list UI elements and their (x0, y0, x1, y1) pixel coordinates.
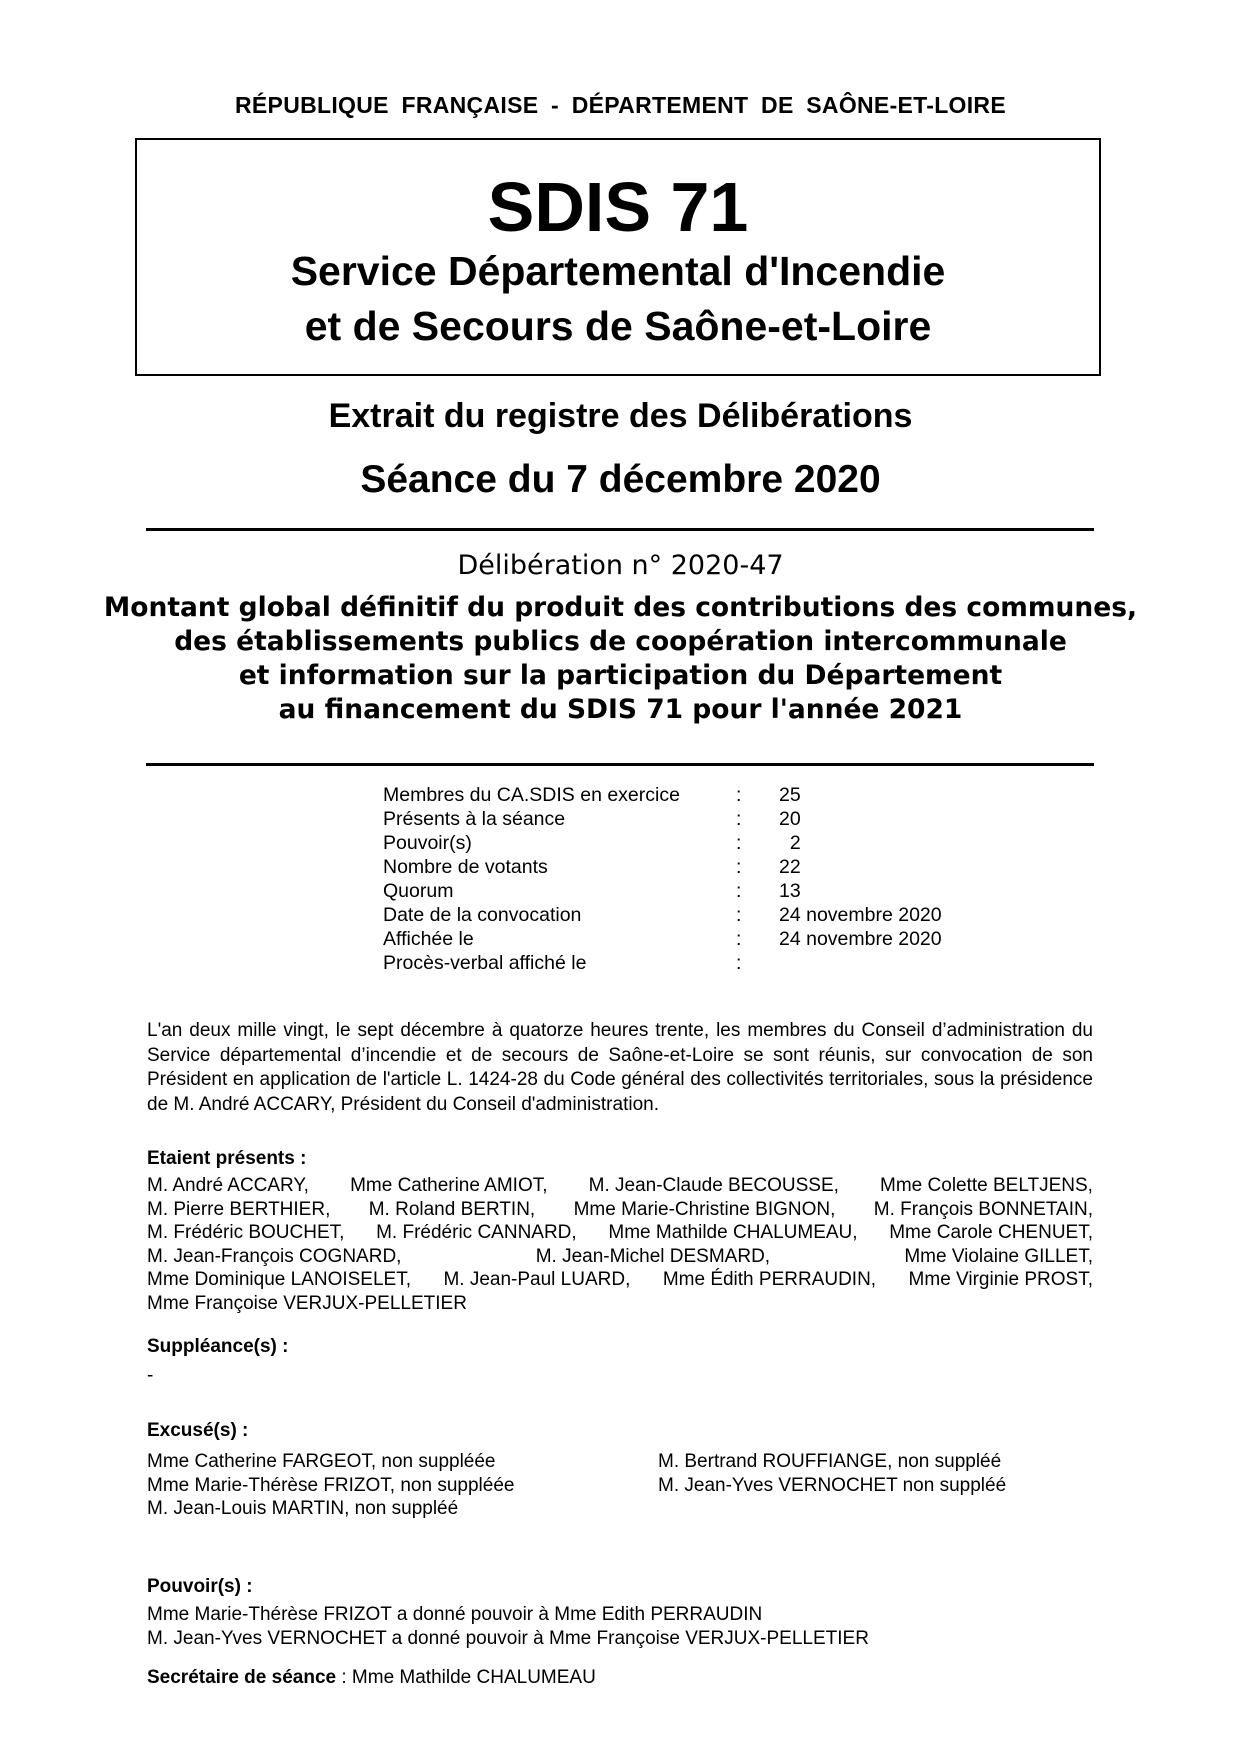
stat-value: 22 (779, 856, 801, 878)
presents-title: Etaient présents : (147, 1148, 307, 1169)
presents-row (147, 1292, 1093, 1316)
presents-row (147, 1198, 1093, 1222)
member-name: M. André ACCARY, (147, 1175, 309, 1196)
intro-paragraph: L'an deux mille vingt, le sept décembre à quatorze heures trente, les membres du Conseil d’administration du Service départemental d’incendie et de secours de Saône-et-Loire se sont réunis, sur convocation de son Président en application de l'article L. 1424-28 du Code général des collectivités territoriales, sous la présidence de M. André ACCARY, Président du Conseil d'administration. (147, 1020, 1093, 1115)
stat-colon: : (736, 784, 742, 806)
deliberation-number: Délibération n° 2020-47 (457, 550, 784, 581)
stat-row (383, 951, 942, 975)
stat-value: 13 (779, 880, 801, 902)
service-name-line1: Service Départemental d'Incendie (290, 248, 946, 294)
presents-row (147, 1174, 1093, 1198)
member-name: M. Jean-Claude BECOUSSE, (588, 1175, 839, 1196)
member-name: Mme Colette BELTJENS, (880, 1175, 1093, 1196)
stat-label: Date de la convocation (383, 904, 582, 926)
pouvoir-entry: Mme Marie-Thérèse FRIZOT a donné pouvoir à Mme Edith PERRAUDIN (147, 1604, 763, 1625)
member-name: Mme Violaine GILLET, (904, 1245, 1093, 1267)
excuses-right-column (658, 1450, 1006, 1497)
presents-row (147, 1268, 1093, 1292)
stat-colon: : (736, 808, 742, 830)
stat-label: Pouvoir(s) (383, 832, 472, 854)
excuse-entry: Mme Catherine FARGEOT, non suppléée (147, 1451, 496, 1472)
member-name: M. Pierre BERTHIER, (147, 1198, 331, 1220)
presents-list (147, 1174, 1093, 1315)
presents-row (147, 1245, 1093, 1269)
stat-label: Procès-verbal affiché le (383, 952, 587, 974)
stat-label: Présents à la séance (383, 808, 566, 830)
stat-row (383, 807, 942, 831)
stat-colon: : (736, 880, 742, 902)
stat-value: 2 (779, 832, 801, 854)
stat-label: Membres du CA.SDIS en exercice (383, 784, 680, 806)
divider-top (146, 528, 1094, 531)
secretaire-de-seance (147, 1667, 596, 1689)
excuse-entry: M. Jean-Yves VERNOCHET non suppléé (658, 1474, 1007, 1496)
stat-value: 20 (779, 808, 801, 830)
stat-value: 24 novembre 2020 (779, 928, 942, 950)
stat-colon: : (736, 952, 742, 974)
deliberation-title-line: au financement du SDIS 71 pour l'année 2021 (278, 694, 963, 725)
stat-label: Quorum (383, 880, 454, 902)
member-name: Mme Françoise VERJUX-PELLETIER (147, 1292, 467, 1314)
divider-bottom (146, 763, 1094, 766)
stat-colon: : (736, 832, 742, 854)
sdis-title: SDIS 71 (487, 168, 749, 246)
suppleances-value: - (147, 1365, 154, 1386)
member-name: M. Frédéric BOUCHET, (147, 1222, 345, 1243)
suppleances-title: Suppléance(s) : (147, 1336, 289, 1357)
presents-row (147, 1221, 1093, 1245)
member-name: Mme Virginie PROST, (908, 1269, 1093, 1290)
excuses-title: Excusé(s) : (147, 1420, 249, 1441)
stat-colon: : (736, 904, 742, 926)
stat-row (383, 855, 942, 879)
excuses-left-column (147, 1450, 514, 1521)
stats-table (383, 783, 942, 975)
secretaire-value: : Mme Mathilde CHALUMEAU (336, 1667, 596, 1688)
stat-label: Affichée le (383, 928, 474, 950)
member-name: M. Jean-Paul LUARD, (443, 1269, 631, 1290)
excuse-entry: M. Bertrand ROUFFIANGE, non suppléé (658, 1451, 1002, 1472)
member-name: M. Jean-François COGNARD, (147, 1245, 402, 1267)
sdis-title-box (135, 138, 1101, 376)
stat-label: Nombre de votants (383, 856, 548, 878)
member-name: M. François BONNETAIN, (873, 1198, 1093, 1220)
stat-row (383, 903, 942, 927)
deliberation-title (0, 591, 1241, 727)
stat-colon: : (736, 856, 742, 878)
member-name: Mme Mathilde CHALUMEAU, (608, 1222, 858, 1243)
member-name: Mme Carole CHENUET, (889, 1222, 1093, 1243)
member-name: M. Roland BERTIN, (368, 1198, 536, 1220)
stat-row (383, 879, 942, 903)
member-name: Mme Marie-Christine BIGNON, (573, 1198, 836, 1220)
stat-colon: : (736, 928, 742, 950)
stat-value: 25 (779, 784, 801, 806)
pouvoir-entry: M. Jean-Yves VERNOCHET a donné pouvoir à Mme Françoise VERJUX-PELLETIER (147, 1627, 869, 1649)
stat-row (383, 783, 942, 807)
excuse-entry: Mme Marie-Thérèse FRIZOT, non suppléée (147, 1474, 515, 1496)
deliberation-title-line: et information sur la participation du Département (238, 660, 1003, 691)
member-name: Mme Dominique LANOISELET, (147, 1269, 411, 1290)
deliberation-title-line: Montant global définitif du produit des contributions des communes, (103, 592, 1138, 623)
pouvoirs-list (147, 1603, 869, 1650)
pouvoirs-title: Pouvoir(s) : (147, 1576, 253, 1597)
member-name: M. Jean-Michel DESMARD, (535, 1245, 771, 1267)
deliberation-title-line: des établissements publics de coopération intercommunale (174, 626, 1067, 657)
member-name: M. Frédéric CANNARD, (376, 1222, 577, 1243)
extrait-heading: Extrait du registre des Délibérations (328, 397, 913, 435)
service-name-line2: et de Secours de Saône-et-Loire (304, 303, 932, 349)
seance-heading: Séance du 7 décembre 2020 (360, 458, 881, 501)
republique-header: RÉPUBLIQUE FRANÇAISE - DÉPARTEMENT DE SAÔNE-ET-LOIRE (235, 92, 1006, 118)
member-name: Mme Catherine AMIOT, (350, 1175, 548, 1196)
excuse-entry: M. Jean-Louis MARTIN, non suppléé (147, 1498, 459, 1519)
secretaire-label: Secrétaire de séance (147, 1667, 337, 1688)
member-name: Mme Édith PERRAUDIN, (662, 1269, 877, 1290)
stat-row (383, 927, 942, 951)
stat-value: 24 novembre 2020 (779, 904, 942, 926)
stat-row (383, 831, 942, 855)
